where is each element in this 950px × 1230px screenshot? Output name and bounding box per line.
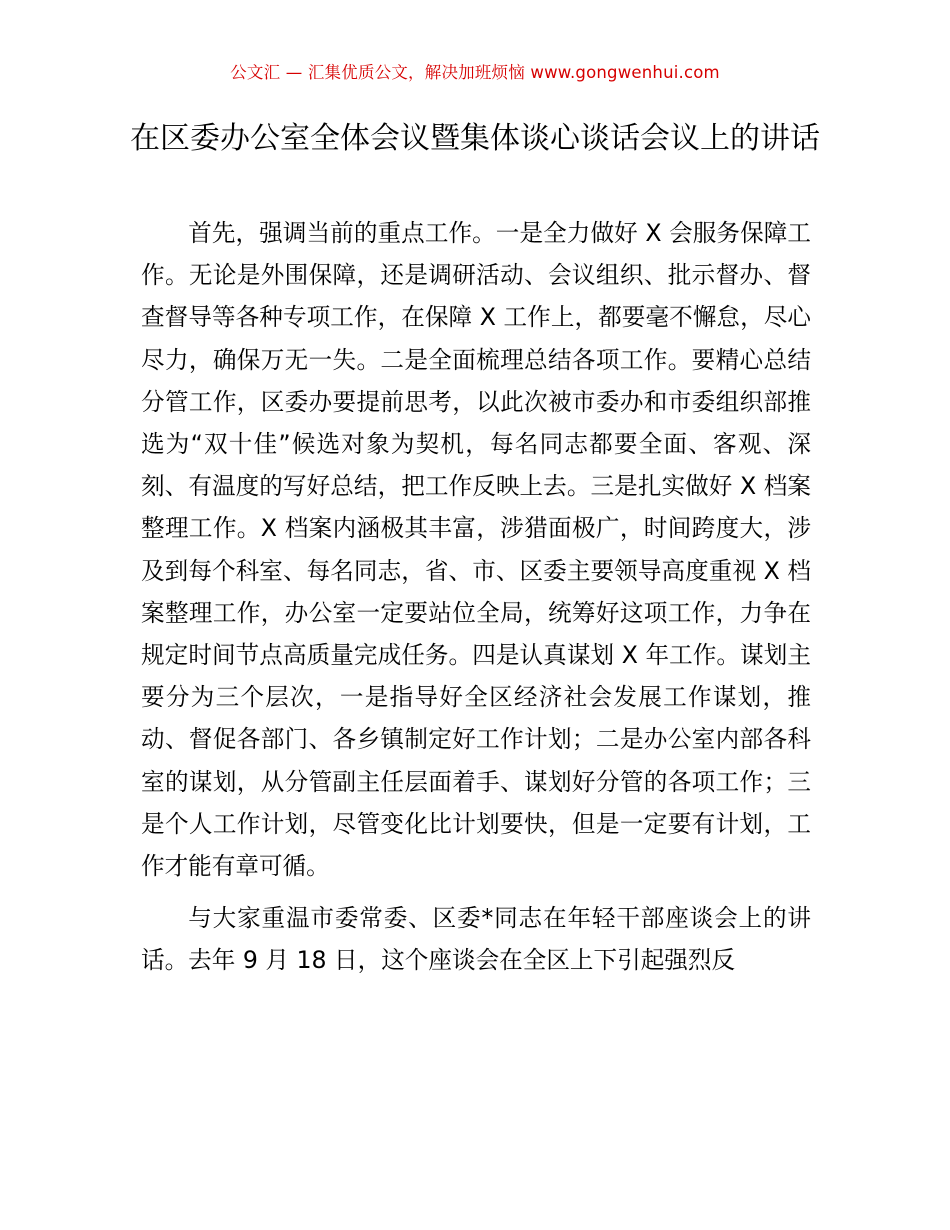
document-title: 在区委办公室全体会议暨集体谈心谈话会议上的讲话 — [130, 121, 820, 156]
paragraph-2: 与大家重温市委常委、区委*同志在年轻干部座谈会上的讲话。去年 9 月 18 日，这个座谈会在全区上下引起强烈反 — [141, 904, 811, 975]
header-watermark-text: 公文汇 — 汇集优质公文，解决加班烦恼 www.gongwenhui.com — [230, 63, 720, 82]
document-body — [141, 212, 811, 982]
paragraph-1: 首先，强调当前的重点工作。一是全力做好 X 会服务保障工作。无论是外围保障，还是调研活动、会议组织、批示督办、督查督导等各种专项工作，在保障 X 工作上，都要毫不懈怠，尽心尽力，确保万无一失。二是全面梳理总结各项工作。要精心总结分管工作，区委办要提前思考，以此次被市委办和市委组织部推选为“双十佳”候选对象为契机，每名同志都要全面、客观、深刻、有温度的写好总结，把工作反映上去。三是扎实做好 X 档案整理工作。X 档案内涵极其丰富，涉猎面极广，时间跨度大，涉及到每个科室、每名同志，省、市、区委主要领导高度重视 X 档案整理工作，办公室一定要站位全局，统筹好这项工作，力争在规定时间节点高质量完成任务。四是认真谋划 X 年工作。谋划主要分为三个层次，一是指导好全区经济社会发展工作谋划，推动、督促各部门、各乡镇制定好工作计划；二是办公室内部各科室的谋划，从分管副主任层面着手、谋划好分管的各项工作；三是个人工作计划，尽管变化比计划要快，但是一定要有计划，工作才能有章可循。 — [141, 219, 811, 881]
